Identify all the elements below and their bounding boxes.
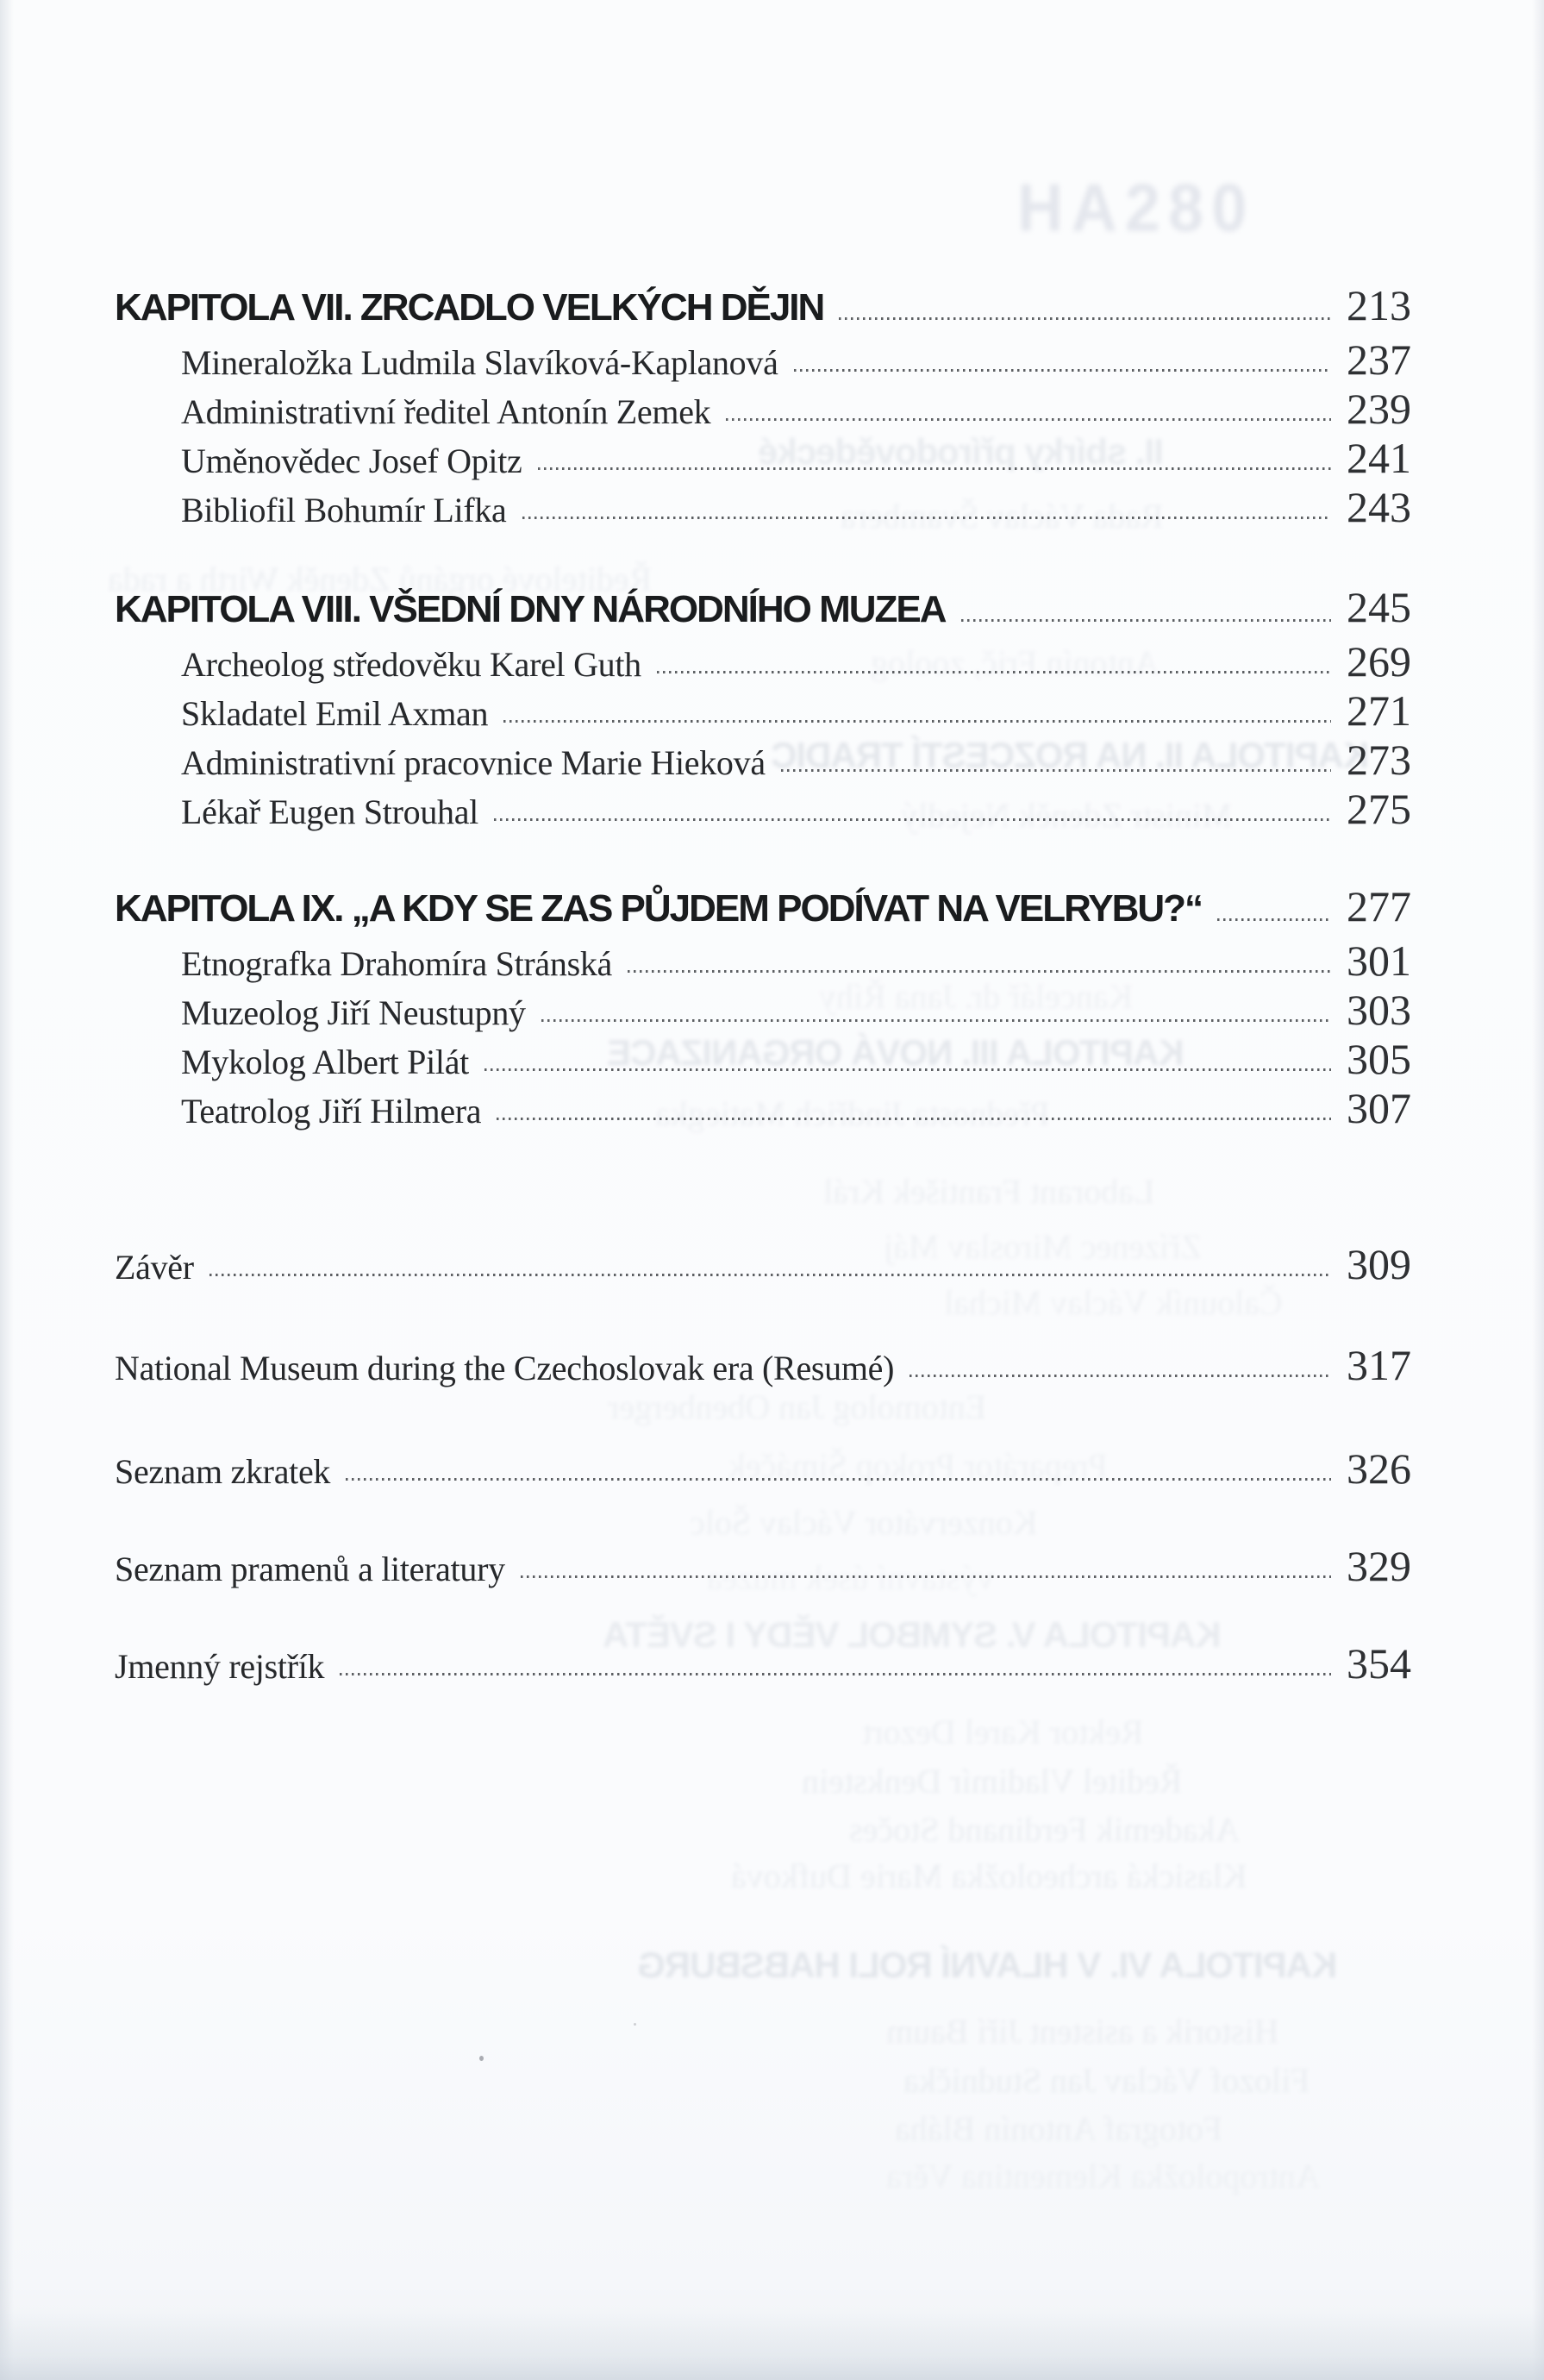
toc-entry-row <box>115 686 1411 736</box>
entry-page-number: 273 <box>1347 736 1411 784</box>
chapter-page-number: 277 <box>1347 882 1411 930</box>
toc-backmatter-row <box>115 1341 1411 1390</box>
dot-leader <box>541 1019 1331 1022</box>
entry-label: Jmenný rejstřík <box>115 1647 325 1686</box>
entry-page-number: 269 <box>1347 637 1411 686</box>
dot-leader <box>628 970 1331 973</box>
entry-page-number: 354 <box>1347 1639 1411 1688</box>
bleedthrough-line: Rektor Karel Dezort <box>862 1713 1144 1751</box>
toc-backmatter-row <box>115 1639 1411 1688</box>
bleedthrough-line: Ředitelové orgánů Zdeněk Wirth a rada <box>108 560 653 598</box>
entry-label: Teatrolog Jiří Hilmera <box>181 1092 482 1130</box>
dot-leader <box>340 1673 1331 1675</box>
toc-backmatter-row <box>115 1542 1411 1591</box>
dot-leader <box>794 369 1331 372</box>
bleedthrough-line: Fotograf Antonín Bláha <box>895 2109 1222 2148</box>
chapter-heading: KAPITOLA VIII. VŠEDNÍ DNY NÁRODNÍHO MUZEA <box>115 588 946 630</box>
entry-page-number: 317 <box>1347 1341 1411 1389</box>
toc-backmatter-row <box>115 1444 1411 1494</box>
toc-entry-row <box>115 335 1411 385</box>
dot-leader <box>503 720 1331 723</box>
toc-section <box>115 880 1411 1133</box>
bleedthrough-line: Akademik Ferdinand Stočes <box>849 1810 1241 1849</box>
chapter-heading: KAPITOLA VII. ZRCADLO VELKÝCH DĚJIN <box>115 286 824 329</box>
dot-leader <box>346 1478 1331 1481</box>
dot-leader <box>910 1375 1331 1377</box>
toc-chapter-row <box>115 279 1411 335</box>
entry-label: Bibliofil Bohumír Lifka <box>181 491 507 529</box>
bleedthrough-line: Rada Václav Švambera <box>841 497 1164 536</box>
dot-leader <box>657 671 1331 673</box>
bleedthrough-line: výstavní úsek muzea <box>707 1558 995 1597</box>
dot-leader <box>521 1575 1331 1578</box>
bleedthrough-line: Preparátor Prokop Šimáček <box>728 1446 1108 1485</box>
toc-chapter-row <box>115 581 1411 637</box>
dot-leader <box>484 1068 1331 1071</box>
entry-label: Mykolog Albert Pilát <box>181 1043 470 1081</box>
entry-label: Etnografka Drahomíra Stránská <box>181 944 613 983</box>
chapter-heading: KAPITOLA IX. „A KDY SE ZAS PŮJDEM PODÍVAT NA VELRYBU?“ <box>115 887 1203 930</box>
bleedthrough-line: Zřízenec Miroslav Máj <box>884 1227 1202 1266</box>
bleedthrough-line: Přednosta Jindřich Matiegka <box>655 1094 1050 1133</box>
entry-page-number: 301 <box>1347 936 1411 985</box>
bleedthrough-line: Laborant František Král <box>823 1172 1155 1211</box>
toc-entry-row <box>115 785 1411 834</box>
toc-entry-row <box>115 637 1411 686</box>
bleedthrough-line: Filozof Václav Jan Studnička <box>903 2061 1310 2100</box>
toc-section <box>115 279 1411 532</box>
scan-speck <box>479 2056 484 2061</box>
dot-leader <box>497 1118 1331 1120</box>
toc-chapter-row <box>115 880 1411 936</box>
entry-page-number: 237 <box>1347 335 1411 384</box>
bleedthrough-line: Konzervátor Václav Šolc <box>690 1503 1038 1542</box>
entry-label: Administrativní ředitel Antonín Zemek <box>181 392 711 431</box>
entry-page-number: 307 <box>1347 1084 1411 1132</box>
bleedthrough-line: KAPITOLA VI. V HLAVNÍ ROLI HABSBURG <box>638 1945 1338 1985</box>
entry-page-number: 275 <box>1347 785 1411 833</box>
entry-label: Seznam zkratek <box>115 1452 331 1491</box>
bleedthrough-line: Ministr Zdeněk Nejedlý <box>901 796 1233 835</box>
entry-page-number: 243 <box>1347 483 1411 531</box>
entry-label: Lékař Eugen Strouhal <box>181 792 478 831</box>
entry-page-number: 271 <box>1347 686 1411 735</box>
entry-page-number: 303 <box>1347 986 1411 1034</box>
bleedthrough-line: Čalouník Václav Michal <box>944 1283 1283 1322</box>
entry-label: Administrativní pracovnice Marie Hieková <box>181 743 766 782</box>
bleedthrough-line: Ředitel Vladimír Denkstein <box>802 1762 1183 1801</box>
bleedthrough-line: KAPITOLA V. SYMBOL VĚDY I SVĚTA <box>603 1614 1222 1655</box>
toc-entry-row <box>115 986 1411 1035</box>
entry-label: Muzeolog Jiří Neustupný <box>181 993 526 1032</box>
entry-page-number: 241 <box>1347 434 1411 482</box>
toc-entry-row <box>115 1035 1411 1084</box>
bleedthrough-line: KAPITOLA II. NA ROZCESTÍ TRADIC <box>772 735 1370 775</box>
scan-edge-shadow-right <box>1532 0 1544 2380</box>
scan-edge-shadow-left <box>0 0 14 2380</box>
entry-page-number: 326 <box>1347 1444 1411 1493</box>
toc-entry-row <box>115 736 1411 785</box>
bleedthrough-line: Kancelář dr. Jana Říhy <box>819 977 1134 1016</box>
entry-label: Mineraložka Ludmila Slavíková-Kaplanová <box>181 343 778 382</box>
dot-leader <box>209 1274 1331 1276</box>
entry-label: Archeolog středověku Karel Guth <box>181 645 641 684</box>
toc-entry-row <box>115 385 1411 434</box>
dot-leader <box>1217 918 1331 921</box>
bleedthrough-line: II. sbírky přírodovědecké <box>759 431 1164 472</box>
bleedthrough-line: Historik a asistent Jiří Baum <box>886 2012 1279 2051</box>
dot-leader <box>726 418 1331 421</box>
entry-label: Uměnovědec Josef Opitz <box>181 442 522 480</box>
dot-leader <box>522 517 1331 519</box>
entry-label: Závěr <box>115 1248 194 1287</box>
toc-entry-row <box>115 1084 1411 1133</box>
toc-entry-row <box>115 483 1411 532</box>
entry-page-number: 329 <box>1347 1542 1411 1590</box>
dot-leader <box>494 818 1331 821</box>
toc-section <box>115 581 1411 834</box>
toc-backmatter-row <box>115 1240 1411 1289</box>
toc-entry-row <box>115 434 1411 483</box>
entry-page-number: 239 <box>1347 385 1411 433</box>
scan-edge-shadow-bottom <box>0 2311 1544 2380</box>
scan-speck <box>634 2023 636 2026</box>
toc-entry-row <box>115 936 1411 986</box>
bleedthrough-line: Antropoložka Klementina Věra <box>886 2157 1321 2195</box>
entry-label: National Museum during the Czechoslovak era (Resumé) <box>115 1349 895 1387</box>
chapter-page-number: 213 <box>1347 281 1411 329</box>
dot-leader <box>961 619 1332 622</box>
table-of-contents <box>115 279 1411 1688</box>
dot-leader <box>538 467 1332 470</box>
entry-label: Seznam pramenů a literatury <box>115 1550 505 1588</box>
dot-leader <box>839 317 1331 320</box>
bleedthrough-line: Antonín Frič, zoolog <box>871 643 1160 682</box>
bleedthrough-line: Entomolog Jan Obenberger <box>608 1387 987 1426</box>
entry-page-number: 309 <box>1347 1240 1411 1288</box>
entry-label: Skladatel Emil Axman <box>181 694 489 733</box>
bleedthrough-stamp: HA280 <box>1017 169 1255 246</box>
entry-page-number: 305 <box>1347 1035 1411 1083</box>
dot-leader <box>781 769 1331 772</box>
bleedthrough-line: Klasická archeoložka Marie Dufková <box>731 1857 1247 1895</box>
chapter-page-number: 245 <box>1347 583 1411 631</box>
bleedthrough-line: KAPITOLA III. NOVÁ ORGANIZACE <box>608 1032 1185 1073</box>
